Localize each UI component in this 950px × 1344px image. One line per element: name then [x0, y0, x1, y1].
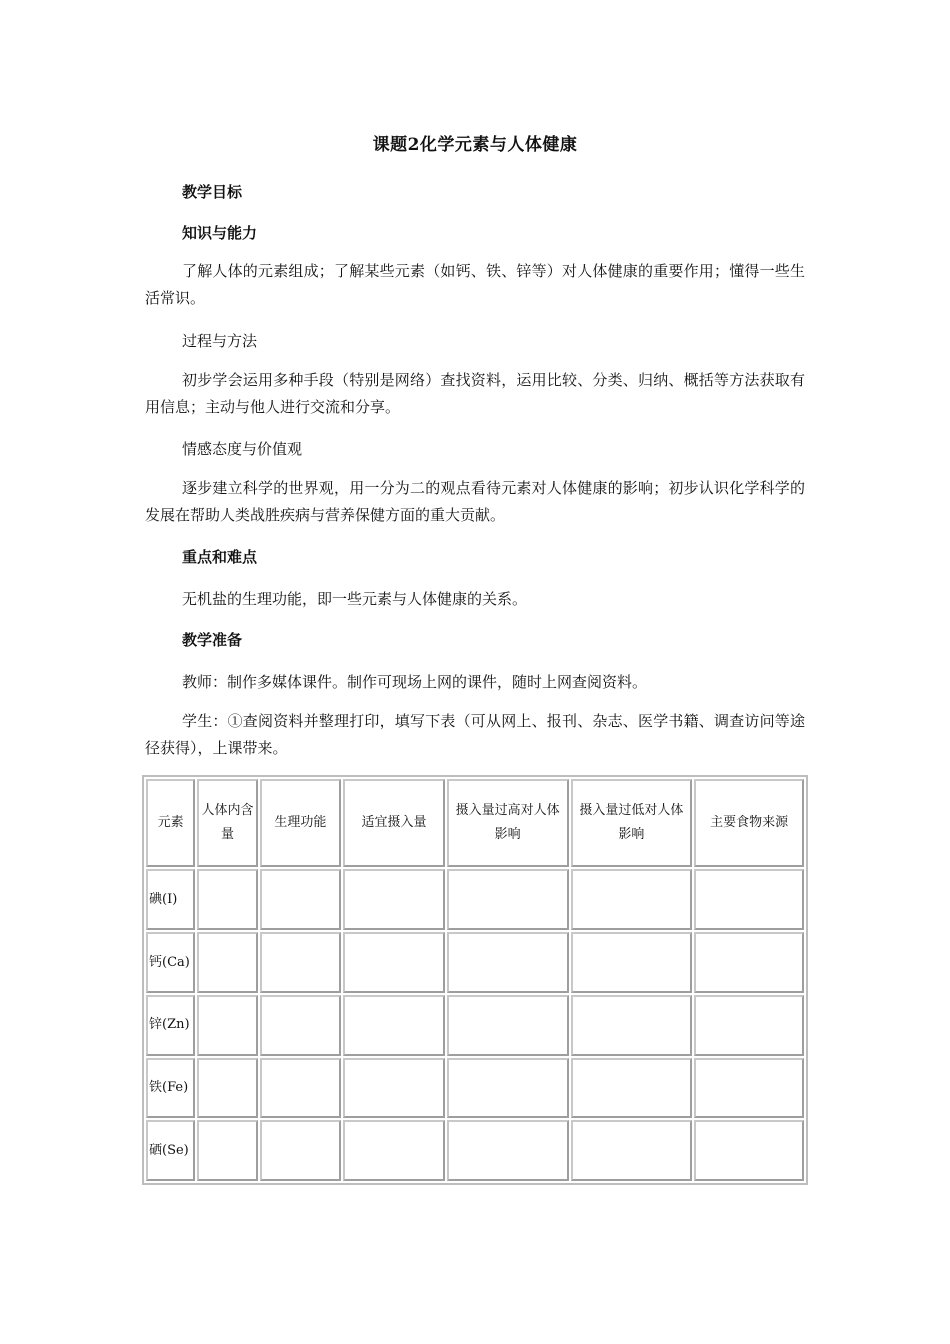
- table-cell: [343, 932, 445, 993]
- table-cell: [694, 1120, 804, 1181]
- table-cell: [343, 869, 445, 930]
- element-name-cell: 铁(Fe): [146, 1058, 195, 1119]
- table-cell: [197, 932, 257, 993]
- table-cell: [197, 1120, 257, 1181]
- emotion-paragraph: 逐步建立科学的世界观，用一分为二的观点看待元素对人体健康的影响；初步认识化学科学的发展在帮助人类战胜疾病与营养保健方面的重大贡献。: [145, 479, 805, 524]
- table-header-cell: 摄入量过高对人体影响: [447, 779, 569, 867]
- table-header-cell: 元素: [146, 779, 195, 867]
- element-name-cell: 硒(Se): [146, 1120, 195, 1181]
- table-row: [146, 1120, 804, 1181]
- table-cell: [694, 995, 804, 1056]
- table-cell: [343, 995, 445, 1056]
- table-cell: [197, 869, 257, 930]
- table-cell: [447, 932, 569, 993]
- table-cell: [260, 995, 342, 1056]
- table-cell: [197, 995, 257, 1056]
- table-header-cell: 摄入量过低对人体影响: [571, 779, 693, 867]
- table-cell: [343, 1058, 445, 1119]
- table-row: [146, 995, 804, 1056]
- table-cell: [694, 932, 804, 993]
- knowledge-paragraph: 了解人体的元素组成；了解某些元素（如钙、铁、锌等）对人体健康的重要作用；懂得一些生活常识。: [145, 262, 805, 307]
- element-name-cell: 锌(Zn): [146, 995, 195, 1056]
- table-cell: [260, 932, 342, 993]
- table-cell: [260, 869, 342, 930]
- table-header-cell: 主要食物来源: [694, 779, 804, 867]
- table-header-cell: 适宜摄入量: [343, 779, 445, 867]
- element-name-cell: 钙(Ca): [146, 932, 195, 993]
- table-cell: [571, 1120, 693, 1181]
- table-cell: [260, 1058, 342, 1119]
- table-cell: [571, 995, 693, 1056]
- student-preparation-paragraph: 学生：①查阅资料并整理打印，填写下表（可从网上、报刊、杂志、医学书籍、调查访问等途径获得），上课带来。: [145, 712, 805, 757]
- table-row: [146, 1058, 804, 1119]
- table-header-cell: 人体内含量: [197, 779, 257, 867]
- goals-heading: 教学目标: [182, 183, 243, 201]
- table-row: [146, 869, 804, 930]
- table-cell: [447, 1120, 569, 1181]
- table-header-row: [146, 779, 804, 867]
- table-cell: [694, 869, 804, 930]
- key-points-text: 无机盐的生理功能，即一些元素与人体健康的关系。: [182, 590, 528, 608]
- table-cell: [571, 869, 693, 930]
- table-cell: [571, 932, 693, 993]
- preparation-heading: 教学准备: [182, 631, 243, 649]
- element-name-cell: 碘(I): [146, 869, 195, 930]
- teacher-preparation-text: 教师：制作多媒体课件。制作可现场上网的课件，随时上网查阅资料。: [182, 673, 648, 691]
- process-label: 过程与方法: [182, 332, 258, 350]
- table-cell: [571, 1058, 693, 1119]
- table-cell: [447, 869, 569, 930]
- process-paragraph: 初步学会运用多种手段（特别是网络）查找资料，运用比较、分类、归纳、概括等方法获取有用信息；主动与他人进行交流和分享。: [145, 371, 805, 416]
- table-header-cell: 生理功能: [260, 779, 342, 867]
- element-table: [142, 775, 808, 1185]
- table-row: [146, 932, 804, 993]
- table-cell: [447, 995, 569, 1056]
- key-points-heading: 重点和难点: [182, 548, 258, 566]
- emotion-label: 情感态度与价值观: [182, 440, 303, 458]
- table-cell: [447, 1058, 569, 1119]
- table-cell: [694, 1058, 804, 1119]
- table-cell: [260, 1120, 342, 1181]
- table-cell: [197, 1058, 257, 1119]
- document-title: 课题2化学元素与人体健康: [372, 135, 578, 155]
- table-cell: [343, 1120, 445, 1181]
- knowledge-heading: 知识与能力: [182, 224, 258, 242]
